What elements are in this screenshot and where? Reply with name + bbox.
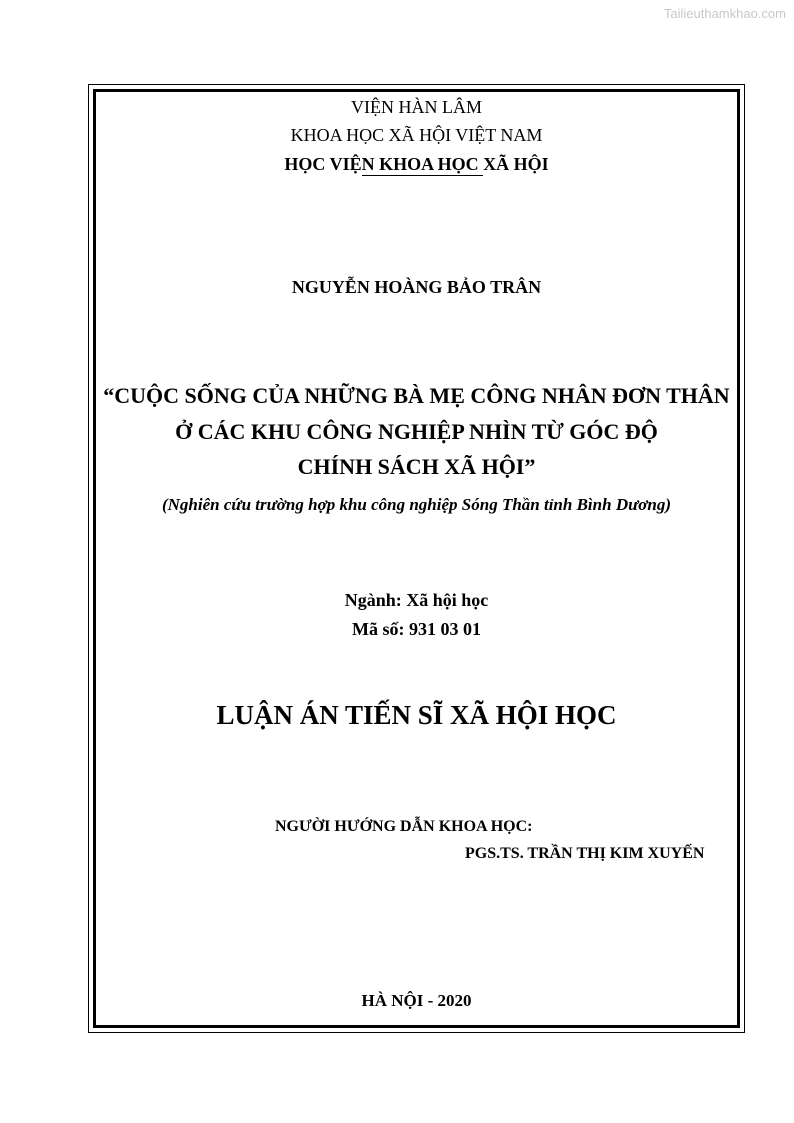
- institution-line-1: VIỆN HÀN LÂM: [351, 97, 482, 117]
- major-code: Mã số: 931 03 01: [352, 619, 481, 639]
- thesis-title-line-3: CHÍNH SÁCH XÃ HỘI”: [297, 454, 536, 479]
- advisor-name: PGS.TS. TRẦN THỊ KIM XUYẾN: [465, 845, 705, 862]
- degree-title: LUẬN ÁN TIẾN SĨ XÃ HỘI HỌC: [216, 700, 617, 730]
- major-field: Ngành: Xã hội học: [344, 590, 489, 610]
- thesis-title-line-2: Ở CÁC KHU CÔNG NGHIỆP NHÌN TỪ GÓC ĐỘ: [175, 419, 658, 444]
- place-date: HÀ NỘI - 2020: [361, 991, 472, 1010]
- watermark-text: Tailieuthamkhao.com: [663, 6, 786, 21]
- page-border-inner: [93, 89, 740, 1028]
- author-name: NGUYỄN HOÀNG BẢO TRÂN: [291, 277, 542, 297]
- thesis-subtitle: (Nghiên cứu trường hợp khu công nghiệp Sóng Thần tỉnh Bình Dương): [161, 495, 672, 514]
- institution-line-2: KHOA HỌC XÃ HỘI VIỆT NAM: [290, 125, 543, 145]
- institution-line-3-end: XÃ HỘI: [483, 154, 549, 174]
- institution-line-3: [93, 154, 740, 175]
- advisor-label: NGƯỜI HƯỚNG DẪN KHOA HỌC:: [275, 818, 533, 835]
- institution-line-3-start: HỌC VIỆ: [284, 154, 362, 174]
- thesis-title-line-1: “CUỘC SỐNG CỦA NHỮNG BÀ MẸ CÔNG NHÂN ĐƠN THÂN: [103, 383, 730, 408]
- institution-line-3-underlined: N KHOA HỌC: [361, 154, 484, 174]
